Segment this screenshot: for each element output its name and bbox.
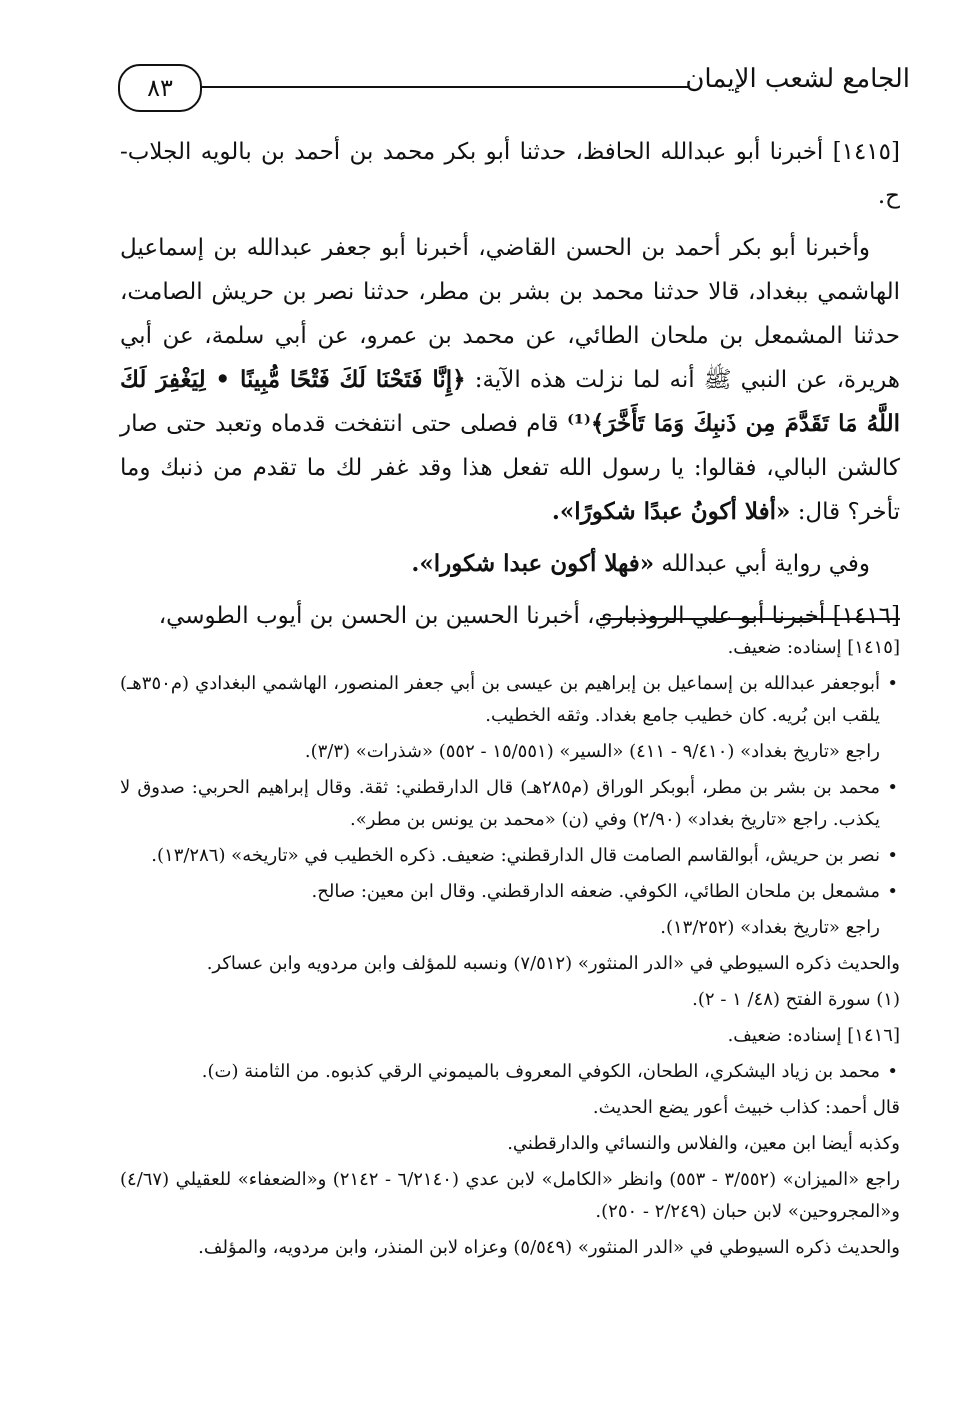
footnote-1-surah: (١) سورة الفتح (٤٨/ ١ - ٢). xyxy=(692,989,900,1010)
note-ahmad-saying: قال أحمد: كذاب خبيث أعور يضع الحديث. xyxy=(592,1097,900,1118)
note-ref-abujaafar: راجع «تاريخ بغداد» (٩/٤١٠ - ٤١١) «السير» (١٥/٥٥١ - ٥٥٢) «شذرات» (٣/٣). xyxy=(304,741,880,762)
quran-verse: ﴿إِنَّا فَتَحْنَا لَكَ فَتْحًا مُّبِينًا • لِيَغْفِرَ لَكَ اللَّهُ مَا تَقَدَّمَ مِن ذَنبِكَ وَمَا تَأَخَّرَ﴾⁽¹⁾ xyxy=(120,366,901,437)
note-narrator-nasr: • نصر بن حريش، أبوالقاسم الصامت قال الدارقطني: ضعيف. ذكره الخطيب في «تاريخه» (١٣/٢٨٦). xyxy=(120,840,900,872)
prophet-saying: «أفلا أكونُ عبدًا شكورًا». xyxy=(551,498,791,525)
text-alternate-intro: وفي رواية أبي عبدالله xyxy=(661,551,870,577)
note-others-deny: وكذبه أيضا ابن معين، والفلاس والنسائي والدارقطني. xyxy=(507,1133,900,1154)
note-suyuti-1415: والحديث ذكره السيوطي في «الدر المنثور» (٧/٥١٢) ونسبه للمؤلف وابن مردويه وابن عساكر. xyxy=(206,953,900,974)
text-1415-chain-1: [١٤١٥] أخبرنا أبو عبدالله الحافظ، حدثنا أبو بكر محمد بن أحمد بن بالويه الجلاب- ح. xyxy=(120,139,900,209)
note-references-1416: راجع «الميزان» (٣/٥٥٢ - ٥٥٣) وانظر «الكامل» لابن عدي (٦/٢١٤٠ - ٢١٤٢) و«الضعفاء» للعقيلي (٤/٦٧) و«المجروحين» لابن حبان (٢/٢٤٩ - ٢٥٠). xyxy=(120,1169,901,1222)
text-matn: قام فصلى حتى انتفخت قدماه وتعبد حتى صار كالشن البالي، فقالوا: يا رسول الله تفعل هذا وقد غفر لك ما تقدم من ذنبك وما تأخر؟ قال: xyxy=(120,411,900,525)
text-1416-chain: [١٤١٦] أخبرنا أبو علي الروذباري، أخبرنا الحسين بن الحسن بن أيوب الطوسي، xyxy=(158,603,900,629)
paragraph-hadith-text xyxy=(120,226,900,534)
running-title: الجامع لشعب الإيمان xyxy=(685,64,910,94)
page-number: ٨٣ xyxy=(118,64,202,112)
paragraph-1415-opening xyxy=(120,130,900,218)
note-narrator-mushmaal: • مشمعل بن ملحان الطائي، الكوفي. ضعفه الدارقطني. وقال ابن معين: صالح. xyxy=(120,876,900,908)
note-narrator-muhammad-bishr: • محمد بن بشر بن مطر، أبوبكر الوراق (م٢٨٥هـ) قال الدارقطني: ثقة. وقال إبراهيم الحربي: صدوق لا يكذب. راجع «تاريخ بغداد» (٢/٩٠) وفي (ن) «محمد بن يونس بن مطر». xyxy=(120,772,900,836)
text-isnad-chain-2: وأخبرنا أبو بكر أحمد بن الحسن القاضي، أخبرنا أبو جعفر عبدالله بن إسماعيل الهاشمي ببغداد، قالا حدثنا محمد بن بشر بن مطر، حدثنا نصر بن حريش الصامت، حدثنا المشمعل بن ملحان الطائي، عن محمد بن عمرو، عن أبي سلمة، عن أبي هريرة، عن النبي ﷺ أنه لما نزلت هذه الآية: xyxy=(120,235,900,393)
note-narrator-muhammad-ziyad: • محمد بن زياد اليشكري، الطحان، الكوفي المعروف بالميموني الرقي كذبوه. من الثامنة (ت). xyxy=(120,1056,900,1088)
alternate-saying: «فهلا أكون عبدا شكورا». xyxy=(411,550,655,577)
page-header xyxy=(110,60,910,116)
paragraph-alternate-narration xyxy=(120,542,900,586)
note-1415-grade: [١٤١٥] إسناده: ضعيف. xyxy=(727,637,900,658)
note-narrator-abujaafar: • أبوجعفر عبدالله بن إسماعيل بن إبراهيم بن عيسى بن أبي جعفر المنصور، الهاشمي البغدادي (م٣٥٠هـ) يلقب ابن بُريه. كان خطيب جامع بغداد. وثقه الخطيب. xyxy=(120,668,900,732)
footnotes xyxy=(120,632,900,1268)
note-ref-mushmaal: راجع «تاريخ بغداد» (١٣/٢٥٢). xyxy=(660,917,880,938)
main-text xyxy=(120,130,900,646)
note-1416-grade: [١٤١٦] إسناده: ضعيف. xyxy=(727,1025,900,1046)
note-suyuti-1416: والحديث ذكره السيوطي في «الدر المنثور» (٥/٥٤٩) وعزاه لابن المنذر، وابن مردويه، والمؤلف. xyxy=(198,1237,900,1258)
header-rule xyxy=(200,86,690,88)
footnote-separator xyxy=(600,618,900,620)
